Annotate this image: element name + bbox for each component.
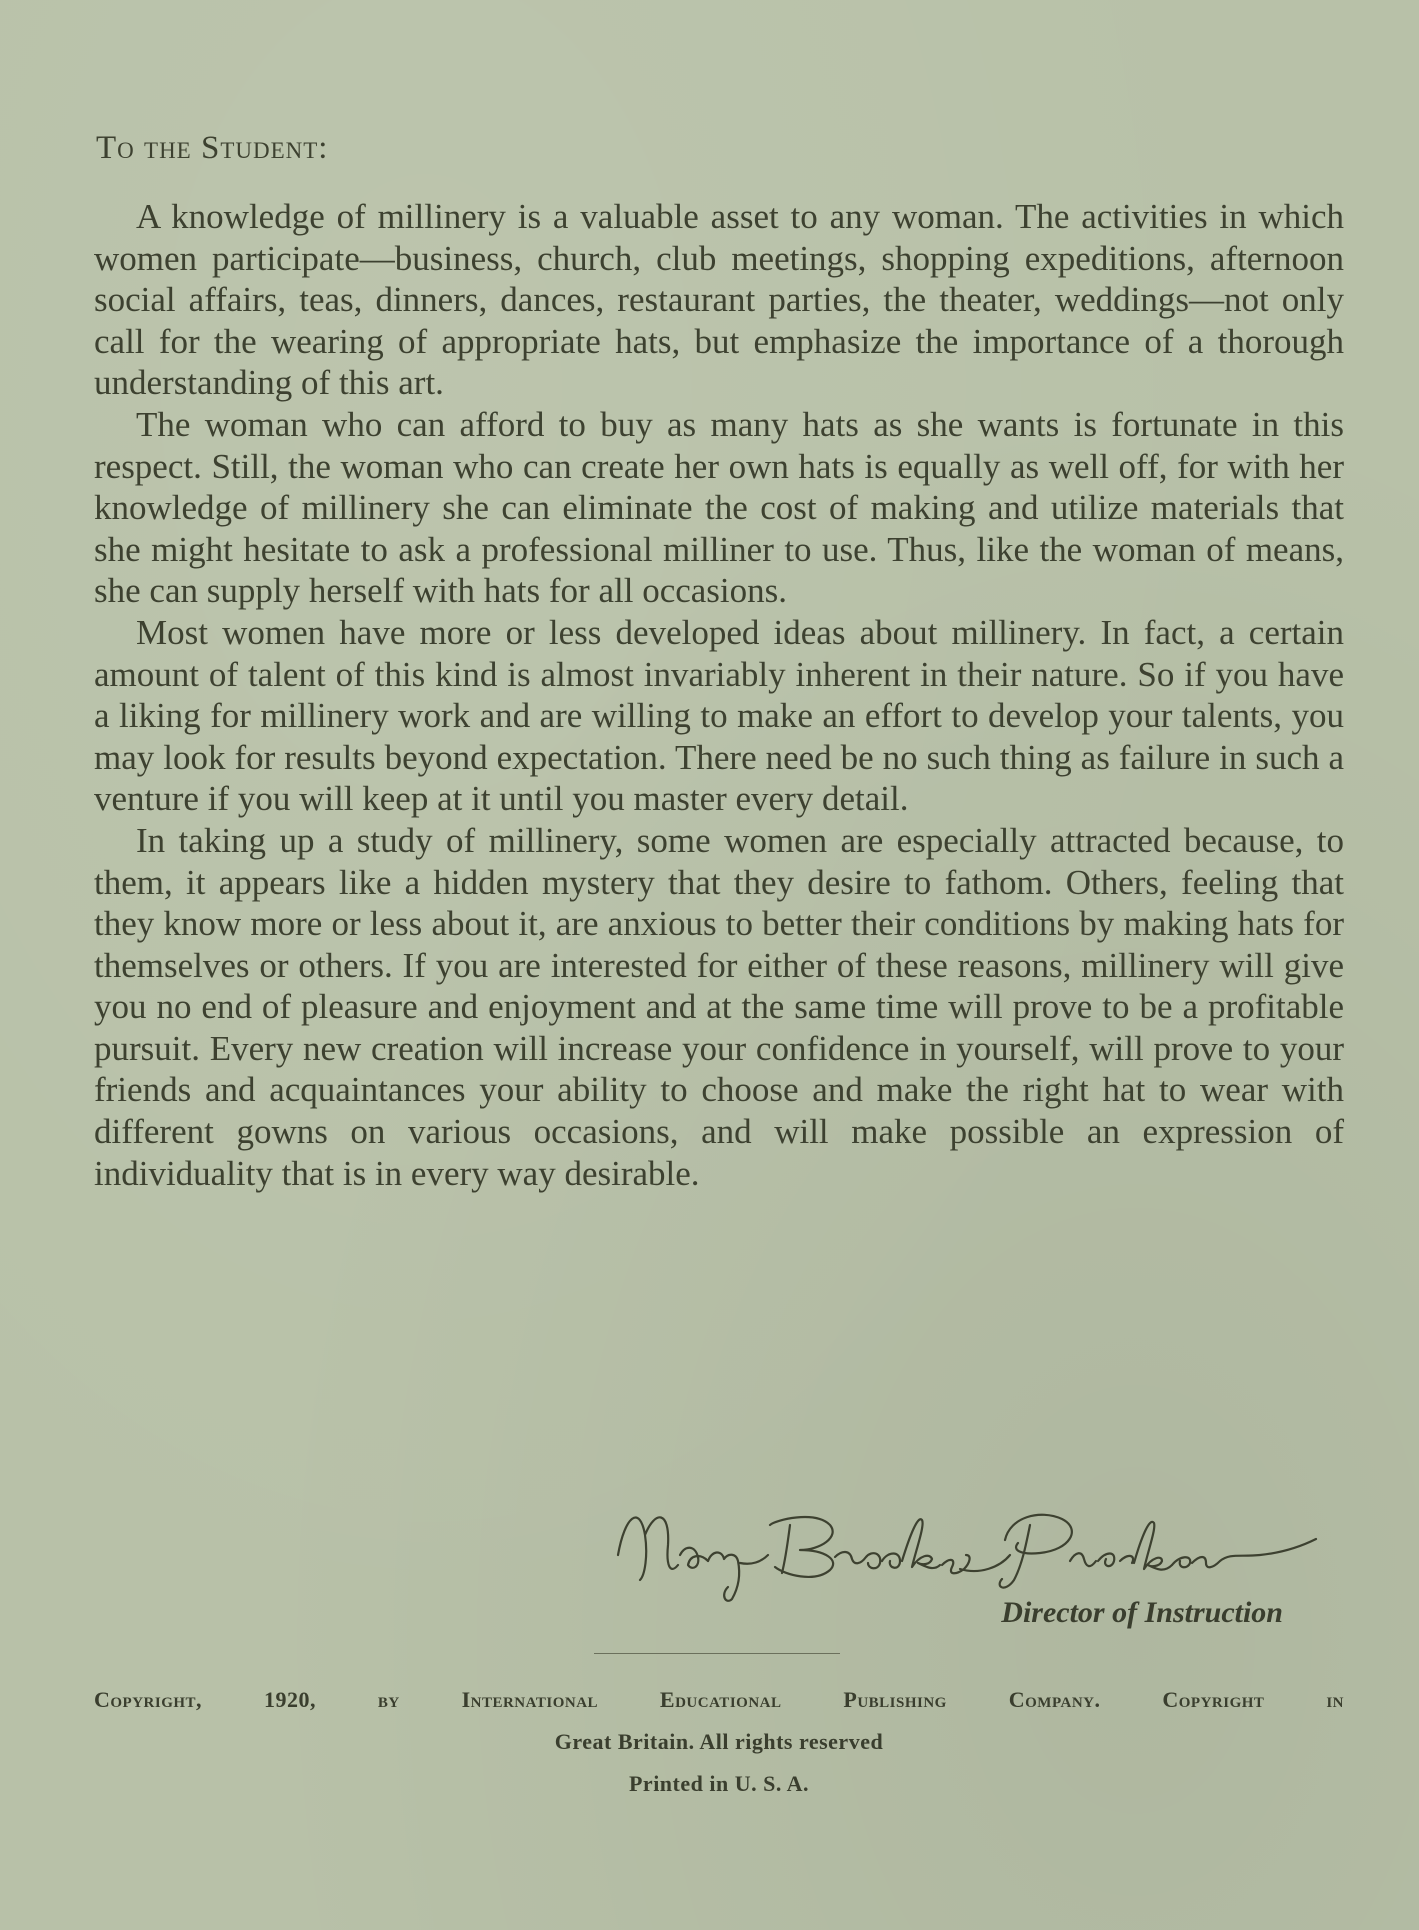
handwritten-signature	[600, 1495, 1330, 1605]
copyright-line: Copyright, 1920, by International Educational Publishing Company. Copyright in	[94, 1687, 1344, 1712]
letter-body	[94, 196, 1344, 1194]
paragraph: A knowledge of millinery is a valuable asset to any woman. The activities in which women participate—business, church, club meetings, shopping expeditions, afternoon social affairs, teas, dinners, dances, restaurant parties, the theater, weddings—not only call for the wearing of appropriate hats, but emphasize the importance of a thorough understanding of this art.	[94, 197, 1344, 403]
printed-in: Printed in U. S. A.	[628, 1771, 810, 1796]
paragraph: Most women have more or less developed ideas about millinery. In fact, a certain amount of talent of this kind is almost invariably inherent in their nature. So if you have a liking for millinery work and are willing to make an effort to develop your talents, you may look for results beyond expectation. There need be no such thing as failure in such a venture if you will keep at it until you master every detail.	[94, 612, 1344, 819]
paragraph: In taking up a study of millinery, some women are especially attracted because, to them, it appears like a hidden mystery that they desire to fathom. Others, feeling that they know more or less about it, are anxious to better their conditions by making hats for themselves or others. If you are interested for either of these reasons, millinery will give you no end of pleasure and enjoyment and at the same time will prove to be a profitable pursuit. Every new creation will increase your confidence in yourself, will prove to your friends and acquaintances your ability to choose and make the right hat to wear with different gowns on various occasions, and will make possible an expression of individuality that is in every way desirable.	[94, 820, 1344, 1193]
divider	[594, 1653, 840, 1654]
salutation: To the Student:	[96, 130, 329, 166]
paragraph: The woman who can afford to buy as many hats as she wants is fortunate in this respect. Still, the woman who can create her own hats is equally as well off, for with her knowledge of millinery she can eliminate the cost of making and utilize materials that she might hesitate to ask a professional milliner to use. Thus, like the woman of means, she can supply herself with hats for all occasions.	[94, 404, 1344, 611]
copyright-notice	[94, 1679, 1344, 1805]
copyright-line: Great Britain. All rights reserved	[554, 1729, 884, 1754]
signature-title: Director of Instruction	[1001, 1596, 1283, 1629]
